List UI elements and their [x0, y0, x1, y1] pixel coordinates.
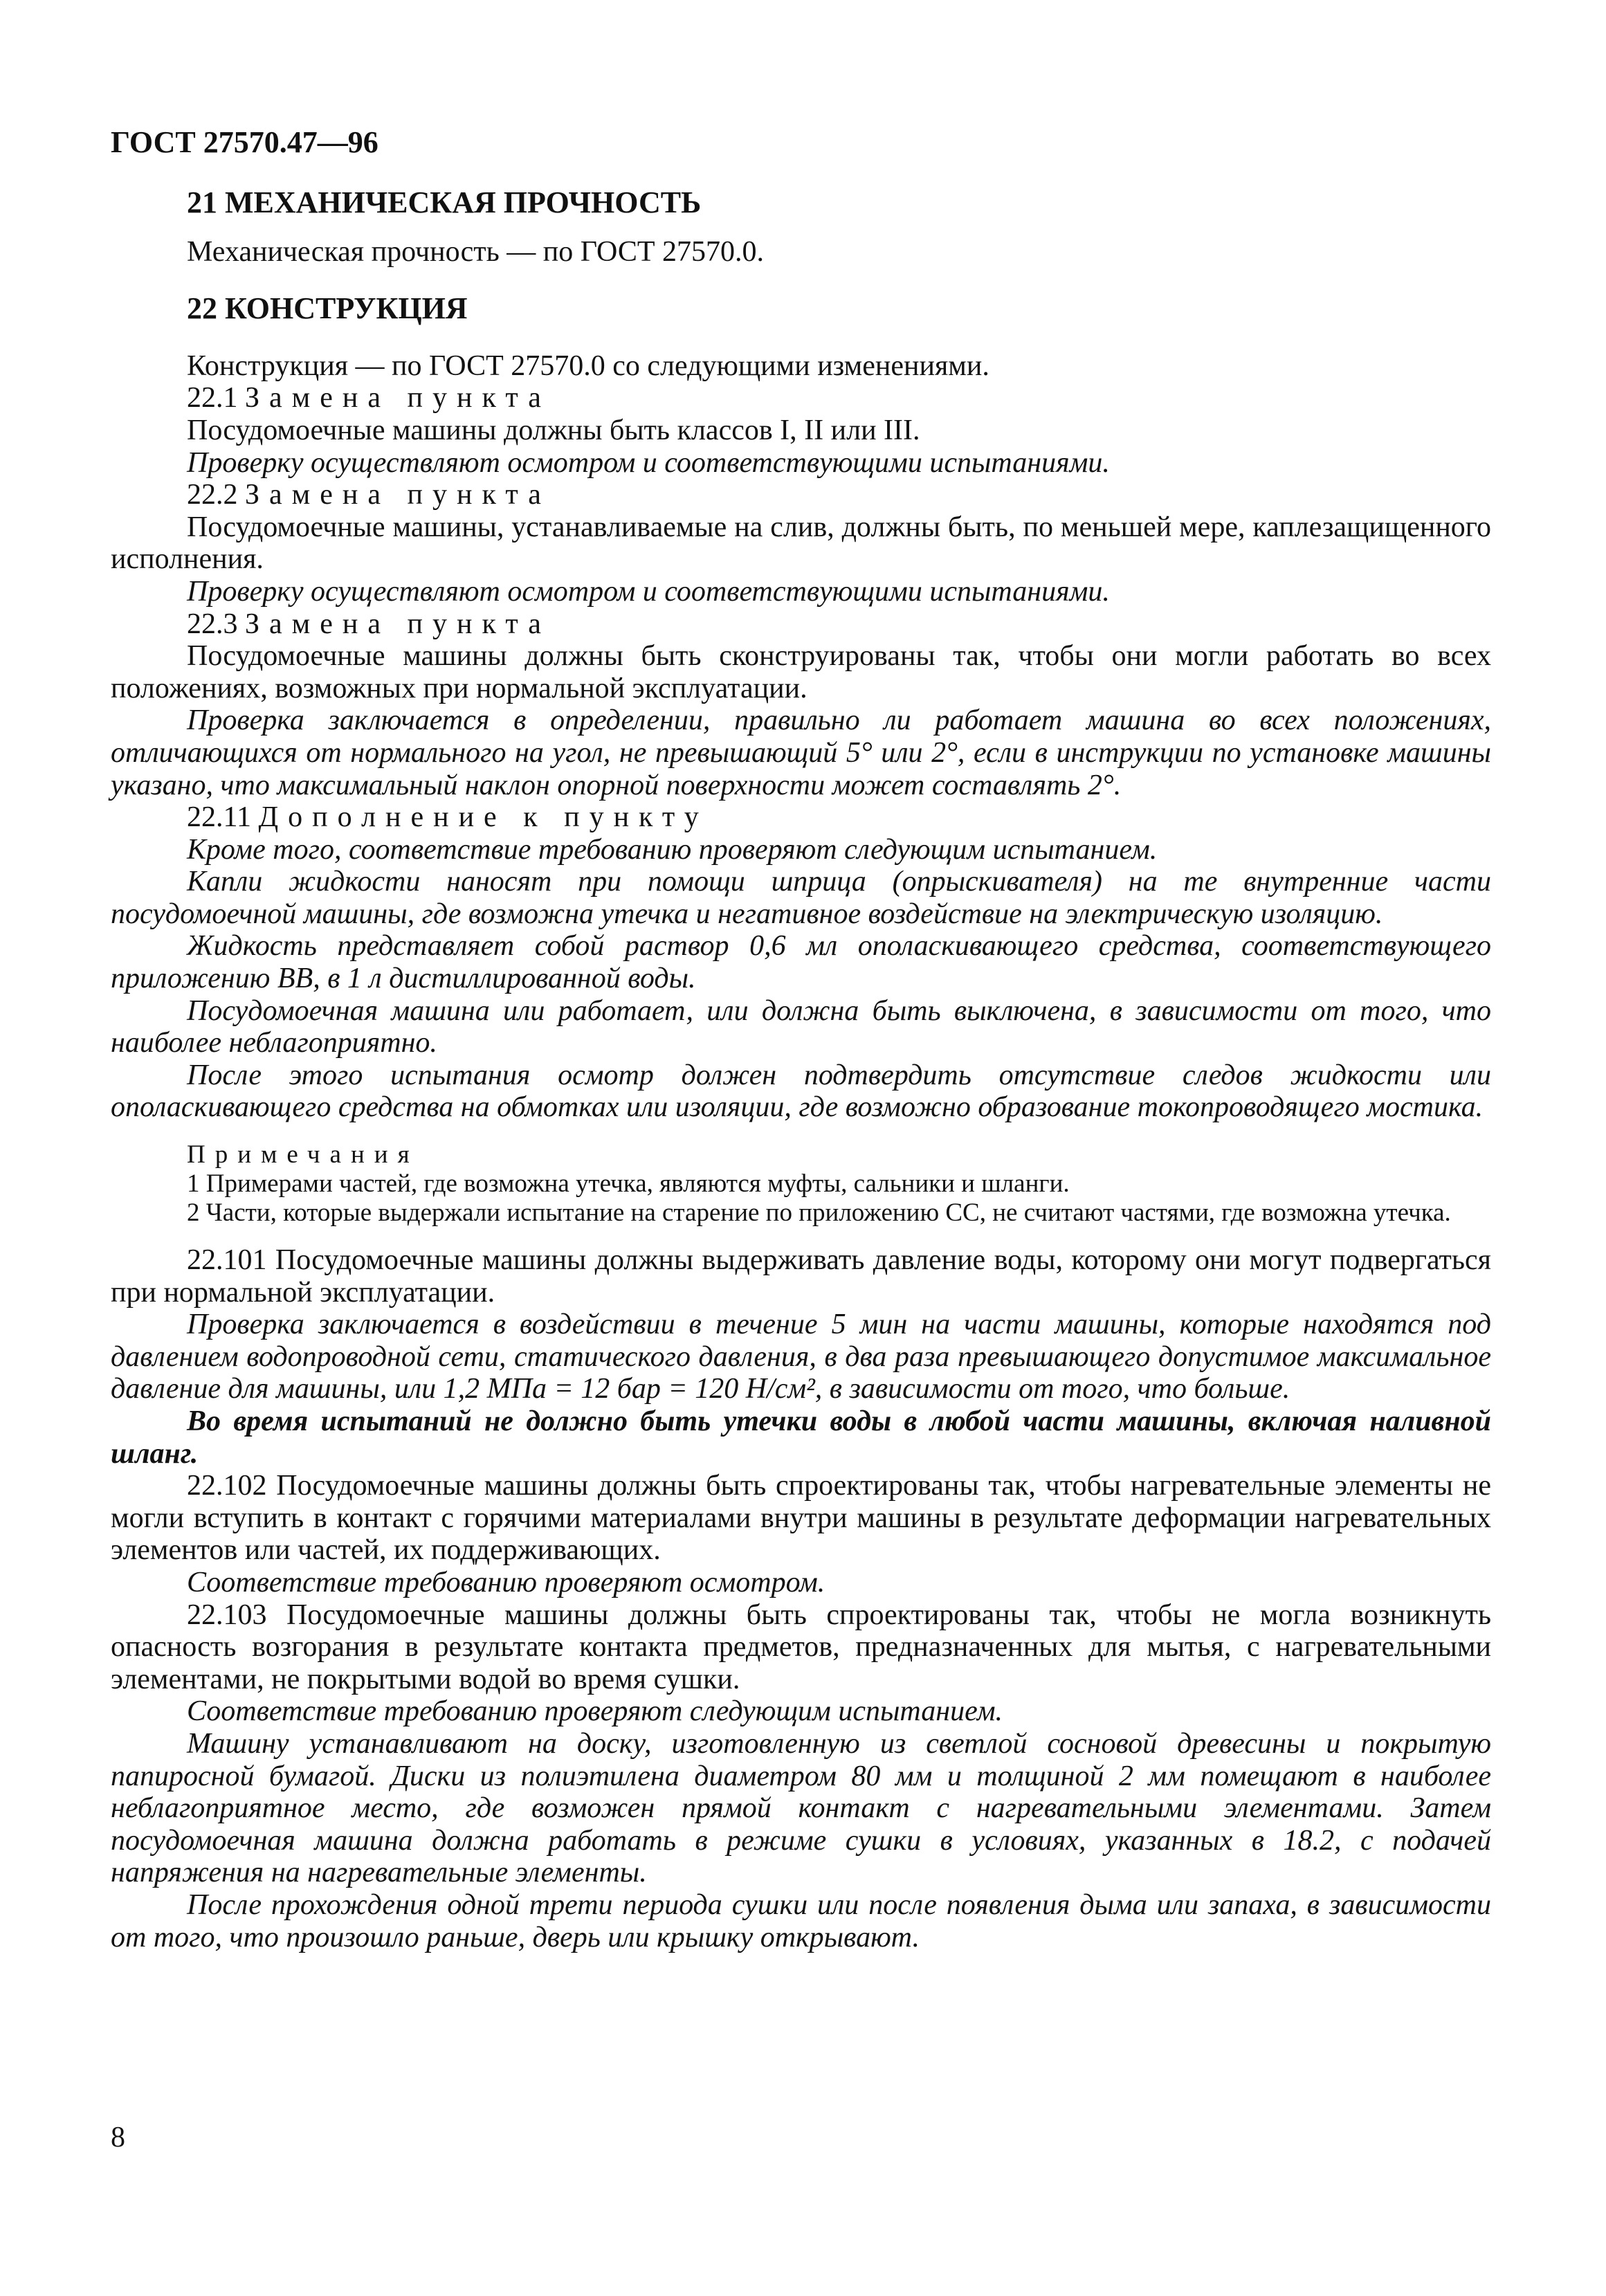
clause-kind: Замена пункта: [245, 608, 551, 640]
clause-22-103-line: Соответствие требованию проверяют следующим испытанием.: [187, 1695, 1003, 1728]
section-22-intro: Конструкция — по ГОСТ 27570.0 со следующими изменениями.: [187, 349, 989, 382]
clause-kind: Замена пункта: [245, 479, 551, 511]
clause-22-1-heading: [111, 382, 1491, 414]
note-item: 1 Примерами частей, где возможна утечка, являются муфты, сальники и шланги.: [187, 1169, 1070, 1199]
clause-22-3-text: Посудомоечные машины должны быть сконструированы так, чтобы они могли работать во всех положениях, возможных при нормальной эксплуатации.: [111, 640, 1491, 704]
clause-22-1-check: Проверку осуществляют осмотром и соответствующими испытаниями.: [187, 446, 1110, 479]
notes-title: Примечания: [187, 1140, 419, 1169]
clause-22-101-note: Во время испытаний не должно быть утечки воды в любой части машины, включая наливной шланг.: [111, 1405, 1491, 1470]
clause-22-11-line: Капли жидкости наносят при помощи шприца (опрыскивателя) на те внутренние части посудомоечной машины, где возможна утечка и негативное воздействие на электрическую изоляцию.: [111, 866, 1491, 930]
clause-22-11-heading: [111, 801, 1491, 834]
clause-22-11-line: Кроме того, соответствие требованию проверяют следующим испытанием.: [187, 833, 1158, 866]
clause-22-2-heading: [111, 479, 1491, 511]
clause-22-1-text: Посудомоечные машины должны быть классов I, II или III.: [187, 414, 920, 446]
clause-kind: Дополнение к пункту: [258, 801, 709, 834]
clause-22-102-check: Соответствие требованию проверяют осмотром.: [187, 1566, 825, 1598]
clause-22-11-line: Посудомоечная машина или работает, или должна быть выключена, в зависимости от того, что наиболее неблагоприятно.: [111, 994, 1491, 1059]
clause-number: 22.11: [187, 801, 251, 834]
note-item: 2 Части, которые выдержали испытание на старение по приложению СС, не считают частями, где возможна утечка.: [187, 1199, 1451, 1228]
clause-22-102-text: 22.102 Посудомоечные машины должны быть спроектированы так, чтобы нагревательные элементы не могли вступить в контакт с горячими материалами внутри машины в результате деформации нагревательных элементов или частей, их поддерживающих.: [111, 1470, 1491, 1567]
clause-22-11-line: После этого испытания осмотр должен подтвердить отсутствие следов жидкости или ополаскивающего средства на обмотках или изоляции, где возможно образование токопроводящего мостика.: [111, 1059, 1491, 1124]
clause-22-103-text: 22.103 Посудомоечные машины должны быть спроектированы так, чтобы не могла возникнуть опасность возгорания в результате контакта предметов, предназначенных для мытья, с нагревательными элементами, не покрытыми водой во время сушки.: [111, 1598, 1491, 1695]
clause-number: 22.2: [187, 479, 238, 511]
clause-22-2-text: Посудомоечные машины, устанавливаемые на слив, должны быть, по меньшей мере, каплезащищенного исполнения.: [111, 511, 1491, 576]
clause-22-2-check: Проверку осуществляют осмотром и соответствующими испытаниями.: [187, 575, 1110, 608]
clause-22-3-check: Проверка заключается в определении, правильно ли работает машина во всех положениях, отличающихся от нормального на угол, не превышающий 5° или 2°, если в инструкции по установке машины указано, что максимальный наклон опорной поверхности может составлять 2°.: [111, 704, 1491, 801]
clause-22-11-line: Жидкость представляет собой раствор 0,6 мл ополаскивающего средства, соответствующего приложению ВВ, в 1 л дистиллированной воды.: [111, 930, 1491, 995]
clause-22-101-text: 22.101 Посудомоечные машины должны выдерживать давление воды, которому они могут подвергаться при нормальной эксплуатации.: [111, 1244, 1491, 1309]
clause-number: 22.1: [187, 382, 238, 414]
clause-22-103-line: После прохождения одной трети периода сушки или после появления дыма или запаха, в зависимости от того, что произошло раньше, дверь или крышку открывают.: [111, 1888, 1491, 1953]
page-number: 8: [111, 2122, 125, 2153]
clause-22-101-check: Проверка заключается в воздействии в течение 5 мин на части машины, которые находятся под давлением водопроводной сети, статического давления, в два раза превышающего допустимое максимальное давление для машины, или 1,2 МПа = 12 бар = 120 Н/см², в зависимости от того, что больше.: [111, 1309, 1491, 1405]
section-22-title: 22 КОНСТРУКЦИЯ: [187, 291, 468, 326]
standard-header: ГОСТ 27570.47—96: [111, 125, 378, 159]
clause-kind: Замена пункта: [245, 382, 551, 414]
section-21-text: Механическая прочность — по ГОСТ 27570.0.: [187, 235, 765, 268]
clause-number: 22.3: [187, 608, 238, 640]
clause-22-3-heading: [111, 608, 1491, 641]
section-21-title: 21 МЕХАНИЧЕСКАЯ ПРОЧНОСТЬ: [187, 185, 702, 219]
clause-22-103-line: Машину устанавливают на доску, изготовленную из светлой сосновой древесины и покрытую папиросной бумагой. Диски из полиэтилена диаметром 80 мм и толщиной 2 мм помещают в наиболее неблагоприятное место, где возможен прямой контакт с нагревательными элементами. Затем посудомоечная машина должна работать в режиме сушки в условиях, указанных в 18.2, с подачей напряжения на нагревательные элементы.: [111, 1727, 1491, 1889]
body-text: [111, 187, 1491, 1953]
